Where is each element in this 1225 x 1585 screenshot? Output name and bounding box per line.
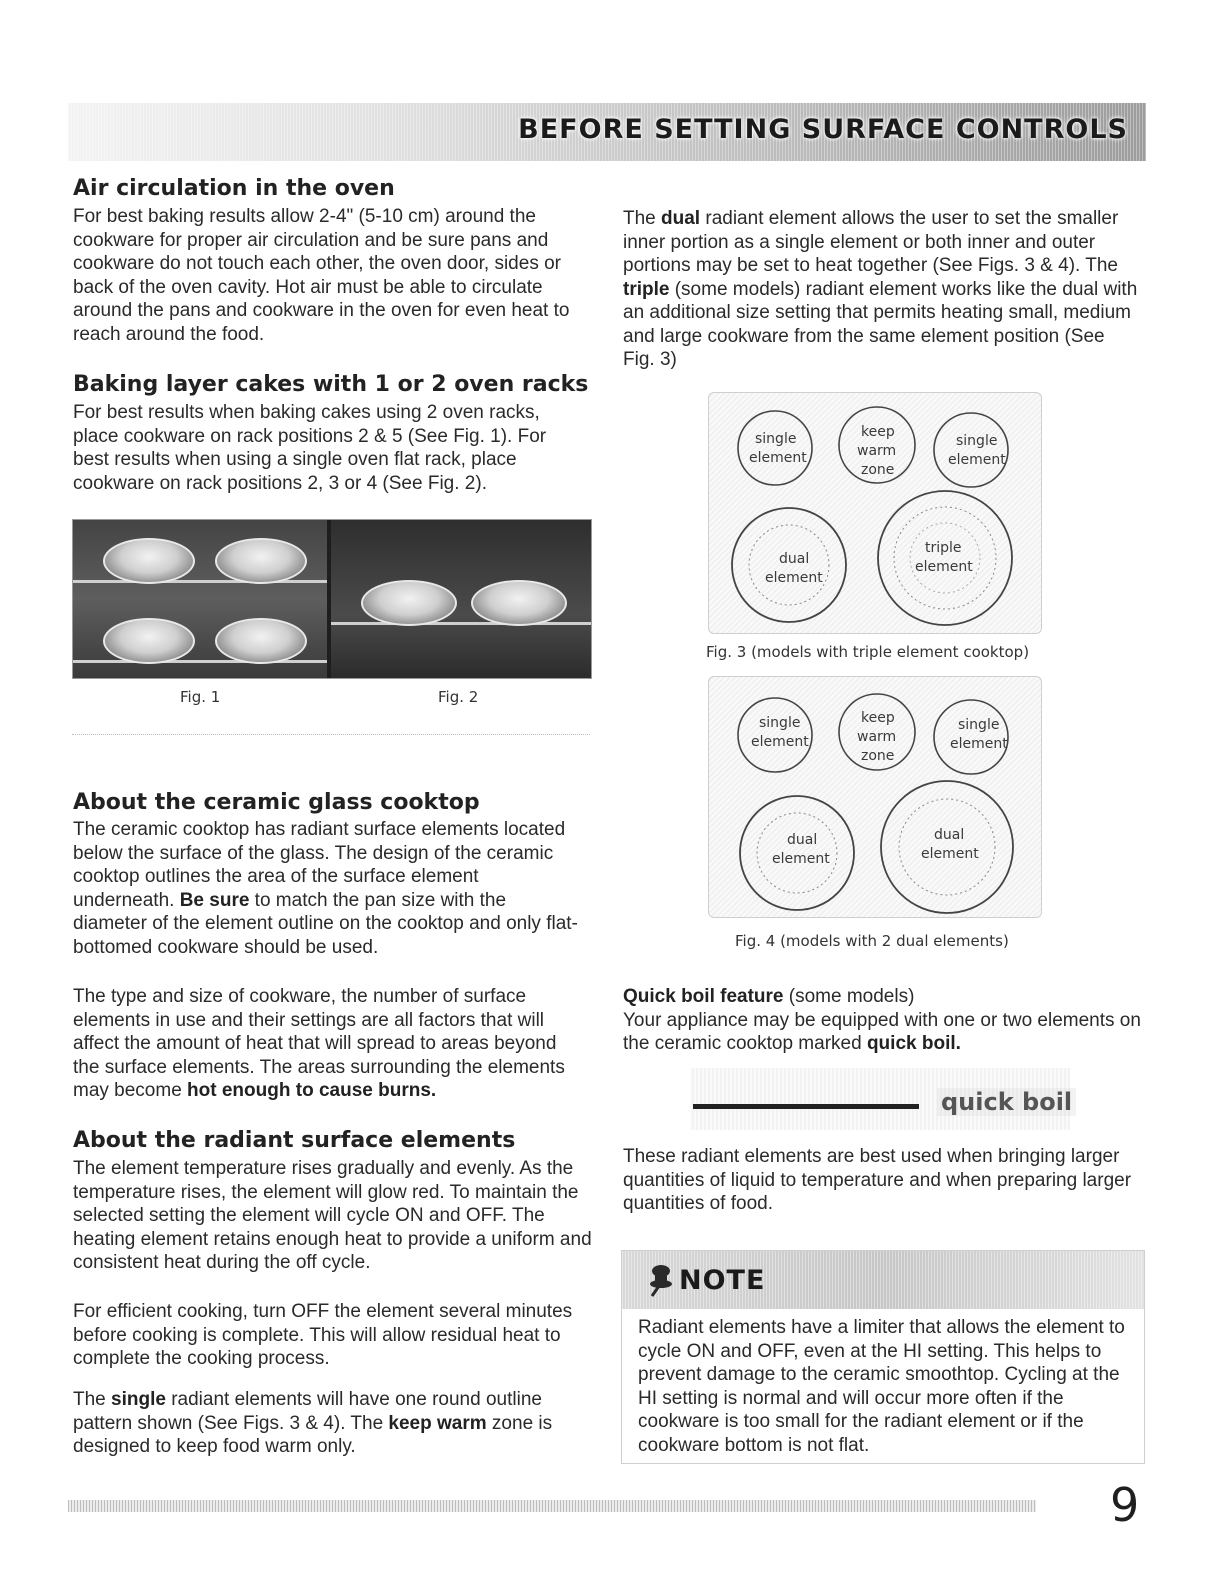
label: single [956, 433, 998, 449]
paragraph-quick-boil-usage: These radiant elements are best used when bringing larger quantities of liquid to temperature and when preparing larger quantities of food. [623, 1146, 1132, 1214]
header-banner [68, 103, 1146, 161]
note-box [621, 1250, 1145, 1464]
paragraph-baking-layer-cakes: For best results when baking cakes using 2 oven racks, place cookware on rack positions 2 & 5 (See Fig. 1). For best results when using a single oven flat rack, place cookware on rack positions 2, 3 or 4 (See Fig. 2). [73, 402, 547, 494]
rack-lower [73, 660, 327, 663]
label: element [921, 846, 979, 862]
note-title: NOTE [679, 1265, 766, 1296]
label: dual [779, 551, 810, 567]
heading-radiant-elements: About the radiant surface elements [73, 1128, 516, 1153]
paragraph-efficient-cooking: For efficient cooking, turn OFF the element several minutes before cooking is complete. This will allow residual heat to complete the cooking process. [73, 1301, 573, 1369]
cake-pan [103, 618, 195, 664]
paragraph-quick-boil: Quick boil feature (some models) Your appliance may be equipped with one or two elements on the ceramic cooktop marked quick boil. [623, 986, 1141, 1054]
fig1-caption: Fig. 1 [180, 688, 221, 706]
paragraph-dual-triple: The dual radiant element allows the user to set the smaller inner portion as a single element or both inner and outer portions may be set to heat together (See Figs. 3 & 4). The triple (some models) radiant element works like the dual with an additional size setting that permits heating small, medium and large cookware from the same element position (See Fig. 3) [623, 208, 1138, 370]
cake-pan [215, 618, 307, 664]
cake-pan [471, 580, 567, 626]
label: element [749, 450, 807, 466]
label: zone [861, 748, 895, 764]
triple-inner-outline [910, 523, 980, 593]
label: warm [857, 729, 897, 745]
fig2-caption: Fig. 2 [438, 688, 479, 706]
heading-air-circulation: Air circulation in the oven [73, 176, 395, 201]
fig4-caption: Fig. 4 (models with 2 dual elements) [735, 932, 1009, 950]
fig2-photo [331, 520, 591, 678]
fig4-cooktop-diagram [708, 676, 1042, 918]
label: zone [861, 462, 895, 478]
fig3-caption: Fig. 3 (models with triple element cooktop) [706, 643, 1030, 661]
pushpin-icon [646, 1263, 674, 1302]
label: single [958, 717, 1000, 733]
quick-boil-label: quick boil [937, 1088, 1076, 1116]
label: element [948, 452, 1006, 468]
note-body: Radiant elements have a limiter that allows the element to cycle ON and OFF, even at the HI setting. This helps to prevent damage to the ceramic smoothtop. Cycling at the HI setting is normal and will occur more often if the cookware is too small for the radiant element or if the cookware bottom is not flat. [638, 1317, 1125, 1456]
label: triple [925, 540, 962, 556]
rack-upper [73, 580, 327, 583]
quick-boil-bar [693, 1104, 919, 1109]
single-element-outline [738, 411, 812, 485]
cake-pan [361, 580, 457, 626]
single-element-outline [934, 413, 1008, 487]
label: element [950, 736, 1008, 752]
label: element [765, 570, 823, 586]
divider [72, 734, 590, 735]
label: keep [861, 710, 895, 726]
label: warm [857, 443, 897, 459]
fig1-photo [73, 520, 327, 678]
footer-bar [68, 1500, 1036, 1512]
label: element [915, 559, 973, 575]
paragraph-cookware-heat: The type and size of cookware, the number of surface elements in use and their settings are all factors that will affect the amount of heat that will spread to areas beyond the surface elements. The areas surrounding the elements may become hot enough to cause burns. [73, 986, 565, 1101]
heading-baking-layer-cakes: Baking layer cakes with 1 or 2 oven racks [73, 372, 589, 397]
rack-middle [331, 622, 591, 625]
triple-middle-outline [894, 507, 996, 609]
note-header [622, 1251, 1144, 1309]
cake-pan [103, 538, 195, 584]
label: dual [787, 832, 818, 848]
paragraph-air-circulation: For best baking results allow 2-4" (5-10 cm) around the cookware for proper air circulation and be sure pans and cookware do not touch each other, the oven door, sides or back of the oven cavity. Hot air must be able to circulate around the pans and cookware in the oven for even heat to reach around the food. [73, 206, 570, 345]
heading-ceramic-cooktop: About the ceramic glass cooktop [73, 790, 480, 815]
label: element [772, 851, 830, 867]
triple-outer-outline [878, 491, 1012, 625]
cake-pan [215, 538, 307, 584]
paragraph-ceramic-cooktop: The ceramic cooktop has radiant surface elements located below the surface of the glass. The design of the ceramic cooktop outlines the area of the surface element underneath. Be sure to match the pan size with the diameter of the element outline on the cooktop and only flat-bottomed cookware should be used. [73, 819, 578, 958]
page-number: 9 [1110, 1478, 1140, 1532]
paragraph-radiant-elements: The element temperature rises gradually and evenly. As the temperature rises, the element will glow red. To maintain the selected setting the element will cycle ON and OFF. The heating element retains enough heat to provide a uniform and consistent heat during the off cycle. [73, 1158, 592, 1273]
label: single [759, 715, 801, 731]
label: element [751, 734, 809, 750]
oven-rack-photos [72, 519, 592, 679]
paragraph-single-elements: The single radiant elements will have one round outline pattern shown (See Figs. 3 & 4). The keep warm zone is designed to keep food warm only. [73, 1389, 553, 1457]
label: single [755, 431, 797, 447]
label: dual [934, 827, 965, 843]
fig3-cooktop-diagram [708, 392, 1042, 634]
label: keep [861, 424, 895, 440]
page-title: BEFORE SETTING SURFACE CONTROLS [518, 114, 1128, 145]
